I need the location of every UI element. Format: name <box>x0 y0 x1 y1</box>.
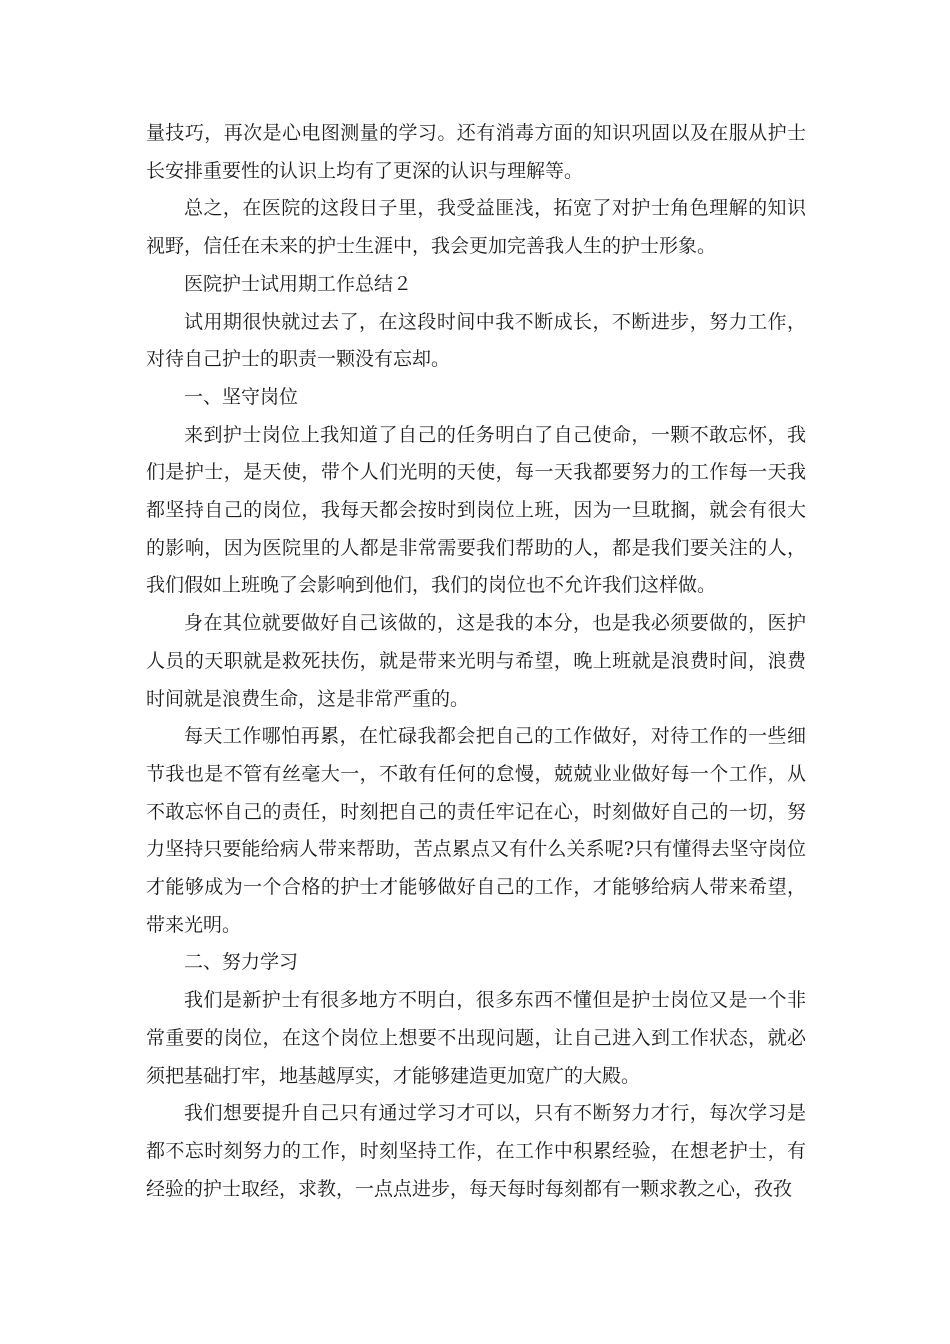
heading-stick-to-post: 一、坚守岗位 <box>184 385 299 408</box>
heading-study-hard: 二、努力学习 <box>184 951 299 974</box>
section-title: 医院护士试用期工作总结２ <box>184 272 413 295</box>
paragraph-conclusion: 总之，在医院的这段日子里，我受益匪浅，拓宽了对护士角色理解的知识视野，信任在未来的护士生涯中，我会更加完善我人生的护士形象。 <box>146 197 806 258</box>
document-body <box>146 115 806 1208</box>
paragraph: 每天工作哪怕再累，在忙碌我都会把自己的工作做好，对待工作的一些细节我也是不管有丝毫大一，不敢有任何的怠慢，兢兢业业做好每一个工作，从不敢忘怀自己的责任，时刻把自己的责任牢记在心，时刻做好自己的一切，努力坚持只要能给病人带来帮助，苦点累点又有什么关系呢?只有懂得去坚守岗位才能够成为一个合格的护士才能够做好自己的工作，才能够给病人带来希望，带来光明。 <box>146 725 806 936</box>
paragraph: 身在其位就要做好自己该做的，这是我的本分，也是我必须要做的，医护人员的天职就是救死扶伤，就是带来光明与希望，晚上班就是浪费时间，浪费时间就是浪费生命，这是非常严重的。 <box>146 612 806 710</box>
paragraph: 来到护士岗位上我知道了自己的任务明白了自己使命，一颗不敢忘怀，我们是护士，是天使，带个人们光明的天使，每一天我都要努力的工作每一天我都坚持自己的岗位，我每天都会按时到岗位上班，因为一旦耽搁，就会有很大的影响，因为医院里的人都是非常需要我们帮助的人，都是我们要关注的人，我们假如上班晚了会影响到他们，我们的岗位也不允许我们这样做。 <box>146 423 806 597</box>
paragraph: 我们是新护士有很多地方不明白，很多东西不懂但是护士岗位又是一个非常重要的岗位，在这个岗位上想要不出现问题，让自己进入到工作状态，就必须把基础打牢，地基越厚实，才能够建造更加宽广的大殿。 <box>146 989 806 1087</box>
paragraph-intro: 试用期很快就过去了，在这段时间中我不断成长，不断进步，努力工作，对待自己护士的职责一颗没有忘却。 <box>146 310 806 371</box>
paragraph-continuation: 量技巧，再次是心电图测量的学习。还有消毒方面的知识巩固以及在服从护士长安排重要性的认识上均有了更深的认识与理解等。 <box>146 122 806 182</box>
paragraph: 我们想要提升自己只有通过学习才可以，只有不断努力才行，每次学习是都不忘时刻努力的工作，时刻坚持工作，在工作中积累经验，在想老护士，有经验的护士取经，求教，一点点进步，每天每时每刻都有一颗求教之心，孜孜 <box>146 1102 806 1200</box>
